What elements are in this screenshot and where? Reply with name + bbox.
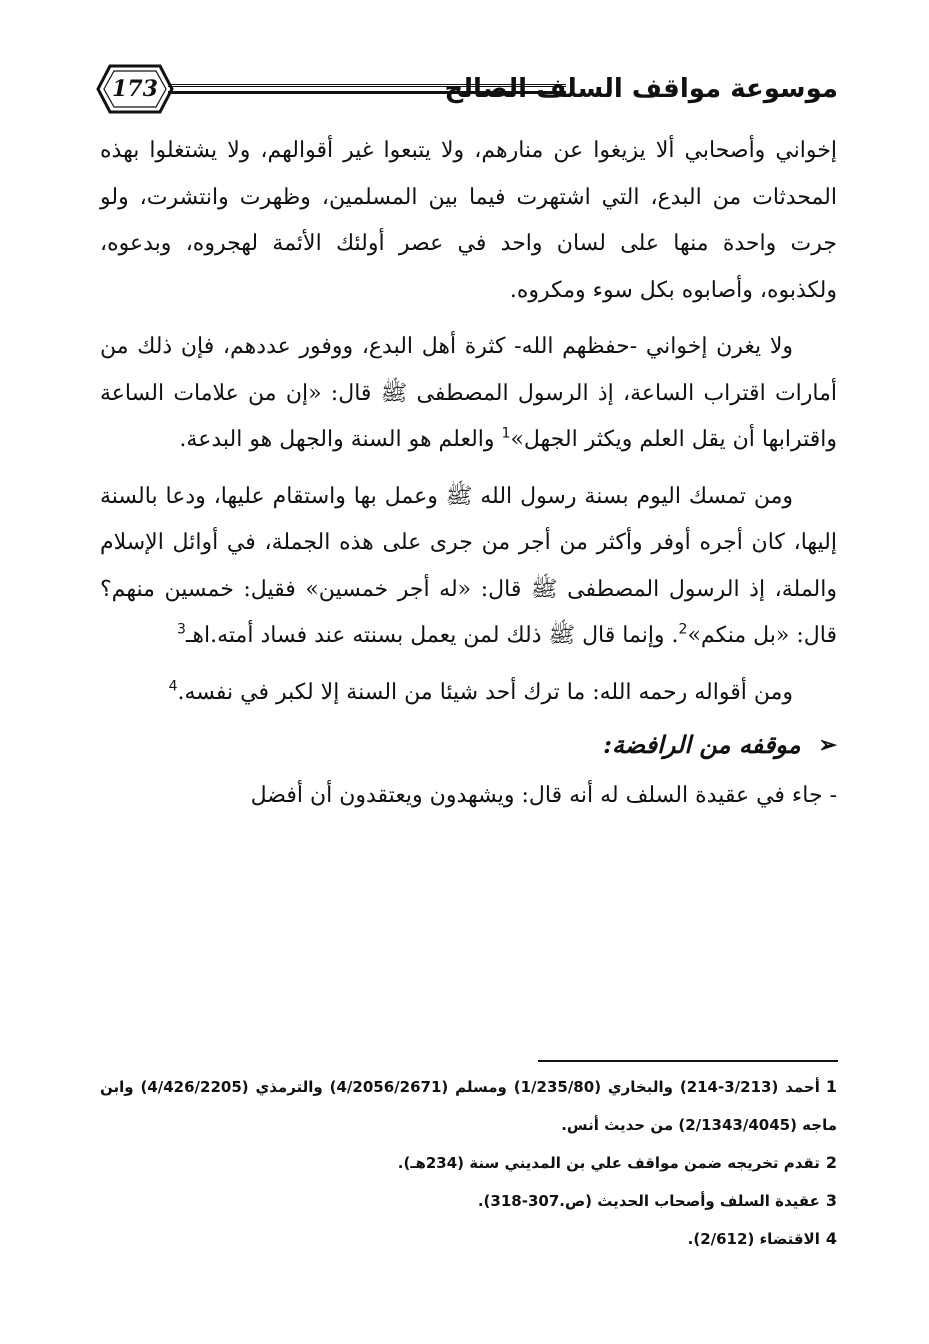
footnote-text: تقدم تخريجه ضمن مواقف علي بن المديني سنة (234هـ). — [397, 1154, 820, 1172]
section-heading-text: موقفه من الرافضة: — [603, 730, 801, 759]
header-rule — [168, 84, 566, 94]
footnote-text: عقيدة السلف وأصحاب الحديث (ص.307-318). — [477, 1192, 820, 1210]
footnote-ref-1: 1 — [501, 425, 511, 442]
footnote-text: أحمد (3/213-214) والبخاري (1/235/80) ومسلم (4/2056/2671) والترمذي (4/426/2205) وابن ماجه (2/1343/4045) من حديث أنس. — [100, 1078, 837, 1134]
page-number-badge — [96, 62, 174, 116]
paragraph-3 — [100, 474, 837, 660]
footnote-2 — [100, 1144, 837, 1182]
paragraph-5: - جاء في عقيدة السلف له أنه قال: ويشهدون ويعتقدون أن أفضل — [250, 782, 837, 808]
footnote-number: 1 — [825, 1077, 838, 1096]
footnote-number: 4 — [825, 1229, 837, 1248]
page-number: 173 — [112, 76, 158, 102]
paragraph-2-text: ولا يغرن إخواني -حفظهم الله- كثرة أهل البدع، ووفور عددهم، فإن ذلك من أمارات اقتراب الساعة، إذ الرسول المصطفى ﷺ قال: «إن من علامات الساعة واقترابها أن يقل العلم ويكثر الجهل» — [100, 334, 837, 452]
footnote-ref-3: 3 — [177, 621, 186, 638]
paragraph-4 — [100, 670, 837, 717]
footnote-number: 2 — [825, 1153, 837, 1172]
paragraph-4-text: ومن أقواله رحمه الله: ما ترك أحد شيئا من السنة إلا لكبر في نفسه. — [177, 679, 793, 705]
footnotes — [100, 1068, 837, 1258]
page-header — [96, 62, 838, 130]
footnote-ref-4: 4 — [168, 678, 178, 695]
footnote-ref-2: 2 — [678, 621, 688, 638]
footnote-number: 3 — [825, 1191, 837, 1210]
arrow-bullet-icon: ➢ — [818, 732, 837, 758]
footnote-text: الاقتضاء (2/612). — [687, 1230, 820, 1248]
footnote-3 — [100, 1182, 837, 1220]
paragraph-3-tail: . وإنما قال ﷺ ذلك لمن يعمل بسنته عند فساد أمته.اهـ — [185, 623, 679, 648]
book-title: موسوعة مواقف السلف الصالح — [444, 74, 838, 104]
main-text — [100, 128, 837, 819]
footnote-separator — [538, 1060, 838, 1062]
section-heading — [100, 722, 837, 769]
footnote-1 — [100, 1068, 837, 1144]
paragraph-1: إخواني وأصحابي ألا يزيغوا عن منارهم، ولا يتبعوا غير أقوالهم، ولا يشتغلوا بهذه المحدثات من البدع، التي اشتهرت فيما بين المسلمين، وظهرت وانتشرت، ولو جرت واحدة منها على لسان واحد في عصر أولئك الأئمة لهجروه، وبدعوه، ولكذبوه، وأصابوه بكل سوء ومكروه. — [100, 138, 837, 303]
paragraph-3-text: ومن تمسك اليوم بسنة رسول الله ﷺ وعمل بها واستقام عليها، ودعا بالسنة إليها، كان أجره أوفر وأكثر من أجر من جرى على هذه الجملة، في أوائل الإسلام والملة، إذ الرسول المصطفى ﷺ قال: «له أجر خمسين» فقيل: خمسين منهم؟ قال: «بل منكم» — [100, 483, 837, 648]
paragraph-2-tail: والعلم هو السنة والجهل هو البدعة. — [179, 427, 502, 452]
footnote-4 — [100, 1220, 837, 1258]
paragraph-2 — [100, 324, 837, 464]
